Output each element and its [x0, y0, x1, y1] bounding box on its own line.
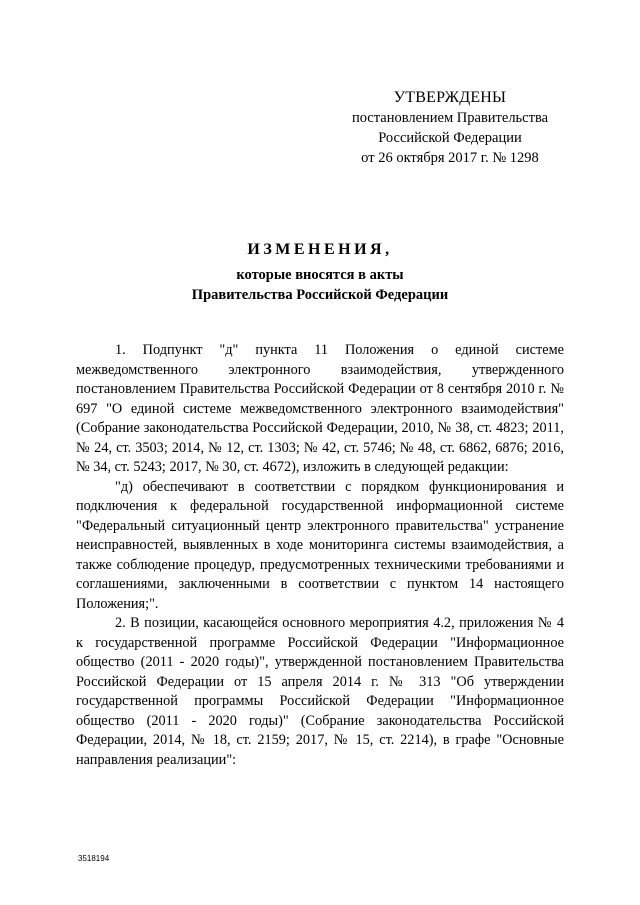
approval-heading: УТВЕРЖДЕНЫ — [393, 89, 507, 106]
subtitle-line-1: которые вносятся в акты — [236, 267, 404, 283]
approval-block — [330, 88, 570, 168]
approval-line-2: Российской Федерации — [378, 130, 522, 146]
document-id-footer: 3518194 — [78, 854, 110, 863]
approval-date-number: от 26 октября 2017 г. № 1298 — [361, 150, 539, 166]
approval-line-1: постановлением Правительства — [351, 110, 549, 126]
document-title: ИЗМЕНЕНИЯ, — [247, 241, 393, 258]
document-body — [76, 341, 564, 770]
paragraph-2: "д) обеспечивают в соответствии с порядком функционирования и подключения к федеральной государственной информационной системе "Федеральный ситуационный центр электронного правительства" устранение неисправностей, выявленных в ходе мониторинга системы взаимодействия, а также соблюдение процедур, предусмотренных техническими требованиями и соглашениями, заключенными в соответствии с пунктом 14 настоящего Положения;". — [76, 478, 564, 612]
paragraph-3: 2. В позиции, касающейся основного мероприятия 4.2, приложения № 4 к государственной программе Российской Федерации "Информационное общество (2011 - 2020 годы)", утвержденной постановлением Правительства Российской Федерации от 15 апреля 2014 г. № 313 "Об утверждении государственной программы Российской Федерации "Информационное общество (2011 - 2020 годы)" (Собрание законодательства Российской Федерации, 2014, № 18, ст. 2159; 2017, № 15, ст. 2214), в графе "Основные направления реализации": — [76, 615, 564, 768]
subtitle-line-2: Правительства Российской Федерации — [191, 287, 449, 303]
document-subtitle — [60, 265, 580, 305]
paragraph-1: 1. Подпункт "д" пункта 11 Положения о единой системе межведомственного электронного взаимодействия, утвержденного постановлением Правительства Российской Федерации от 8 сентября 2010 г. № 697 "О единой системе межведомственного электронного взаимодействия" (Собрание законодательства Российской Федерации, 2010, № 38, ст. 4823; 2011, № 24, ст. 3503; 2014, № 12, ст. 1303; № 42, ст. 5746; № 48, ст. 6862, 6876; 2016, № 34, ст. 5243; 2017, № 30, ст. 4672), изложить в следующей редакции: — [76, 342, 564, 475]
